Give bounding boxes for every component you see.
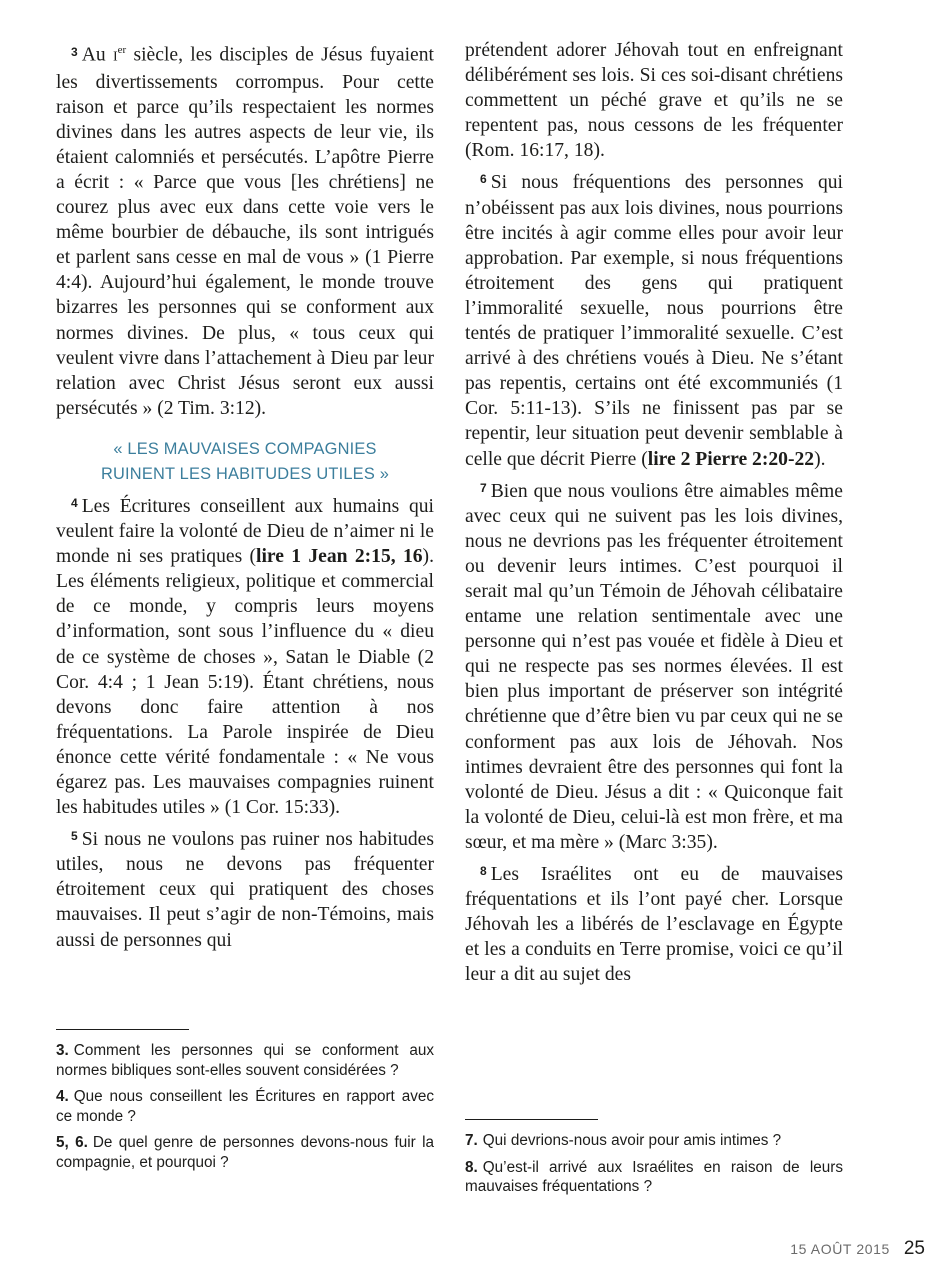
- paragraph-number: 8: [480, 864, 487, 878]
- paragraph-5-continued: [465, 38, 843, 163]
- question-text: Comment les personnes qui se conforment aux normes bibliques sont-elles souvent considérées ?: [56, 1042, 434, 1079]
- paragraph-6: [465, 167, 843, 471]
- paragraph-number: 4: [71, 495, 78, 510]
- left-column: [56, 38, 434, 957]
- paragraph-7: [465, 476, 843, 855]
- question-text: Qu’est-il arrivé aux Israélites en raison de leurs mauvaises fréquentations ?: [465, 1158, 843, 1195]
- study-question: [465, 1131, 843, 1151]
- question-text: Qui devrions-nous avoir pour amis intimes ?: [482, 1132, 782, 1149]
- paragraph-text: siècle, les disciples de Jésus fuyaient les divertissements corrompus. Pour cette raison et parce qu’ils respectaient les normes divines dans les autres aspects de leur vie, ils étaient calomniés et persécutés. L’apôtre Pierre a écrit : « Parce que vous [les chrétiens] ne courez plus avec eux dans cette voie vers le même bourbier de débauche, ils sont intrigués et parlent sans cesse en mal de vous » (1 Pierre 4:4). Aujourd’hui également, le monde trouve bizarres les personnes qui se conforment aux normes divines. De plus, « tous ceux qui veulent vivre dans l’attachement à Dieu par leur relation avec Christ Jésus seront eux aussi persécutés » (2 Tim. 3:12).: [56, 44, 434, 419]
- footnote-divider: [465, 1119, 598, 1120]
- question-number: 7.: [465, 1132, 478, 1149]
- paragraph-3: [56, 38, 434, 421]
- paragraph-text: Les Écritures conseillent aux humains qui veulent faire la volonté de Dieu de n’aimer ni le monde ni ses pratiques (: [56, 495, 434, 568]
- question-number: 4.: [56, 1088, 69, 1105]
- paragraph-8: [465, 859, 843, 987]
- study-question: [56, 1041, 434, 1080]
- paragraph-number: 6: [480, 172, 487, 187]
- paragraph-5: [56, 824, 434, 952]
- heading-line: RUINENT LES HABITUDES UTILES »: [100, 464, 390, 483]
- scripture-reference: lire 1 Jean 2:15, 16: [256, 546, 423, 568]
- study-question: [56, 1133, 434, 1172]
- right-column: [465, 38, 843, 991]
- study-question: [56, 1087, 434, 1126]
- paragraph-number: 5: [71, 829, 78, 844]
- superscript: er: [117, 44, 127, 56]
- page-number: 25: [903, 1238, 925, 1259]
- paragraph-text: ).: [814, 448, 826, 470]
- paragraph-4: [56, 491, 434, 820]
- question-number: 8.: [465, 1158, 478, 1176]
- scripture-reference: lire 2 Pierre 2:20-22: [647, 448, 815, 470]
- page-footer: [790, 1238, 925, 1260]
- heading-line: « LES MAUVAISES COMPAGNIES: [113, 439, 377, 458]
- question-number: 5, 6.: [56, 1134, 88, 1151]
- paragraph-number: 3: [71, 44, 78, 59]
- paragraph-text: Si nous ne voulons pas ruiner nos habitudes utiles, nous ne devons pas fréquenter étroitement ceux qui pratiquent des choses mauvaises. Il peut s’agir de non-Témoins, mais aussi de personnes qui: [56, 829, 434, 951]
- question-text: Que nous conseillent les Écritures en rapport avec ce monde ?: [56, 1088, 434, 1125]
- paragraph-text: Les Israélites ont eu de mauvaises fréquentations et ils l’ont payé cher. Lorsque Jéhovah les a libérés de l’esclavage en Égypte et les a conduits en Terre promise, voici ce qu’il leur a dit au sujet des: [465, 864, 843, 986]
- footnote-divider: [56, 1029, 189, 1030]
- section-heading: [56, 437, 434, 487]
- paragraph-text: Bien que nous voulions être aimables même avec ceux qui ne suivent pas les lois divines, nous ne devrions pas les fréquenter étroitement ou devenir leurs intimes. C’est pourquoi il serait mal qu’un Témoin de Jéhovah célibataire entame une relation sentimentale avec une personne qui n’est pas vouée et fidèle à Dieu et qui ne respecte pas ses normes élevées. Il est bien plus important de préserver son intégrité chrétienne que d’être bien vu par ceux qui ne se conforment pas aux lois de Jéhovah. Nos intimes devraient être des personnes qui font la volonté de Dieu. Jésus a dit : « Quiconque fait la volonté de Dieu, celui-là est mon frère, et ma sœur, et ma mère » (Marc 3:35).: [465, 480, 843, 853]
- paragraph-text: Si nous fréquentions des personnes qui n’obéissent pas aux lois divines, nous pourrions être incités à agir comme elles pour avoir leur approbation. Par exemple, si nous fréquentions étroitement des gens qui pratiquent l’immoralité sexuelle, nous pourrions être tentés de pratiquer l’immoralité sexuelle. C’est arrivé à des chrétiens voués à Dieu. Ne s’étant pas repentis, certains ont été excommuniés (1 Cor. 5:11-13). S’ils ne finissent pas par se repentir, leur situation peut devenir semblable à celle que décrit Pierre (: [465, 172, 843, 470]
- question-text: De quel genre de personnes devons-nous fuir la compagnie, et pourquoi ?: [56, 1134, 435, 1171]
- study-questions-left: [56, 1041, 434, 1179]
- roman-numeral: I: [112, 49, 118, 65]
- paragraph-number: 7: [480, 480, 487, 495]
- paragraph-text: Au: [81, 44, 113, 66]
- study-questions-right: [465, 1131, 843, 1204]
- study-question: [465, 1158, 843, 1197]
- question-number: 3.: [56, 1042, 69, 1059]
- paragraph-text: ). Les éléments religieux, politique et commercial de ce monde, y compris leurs moyens d’information, sont sous l’influence du « dieu de ce système de choses », Satan le Diable (2 Cor. 4:4 ; 1 Jean 5:19). Étant chrétiens, nous devons donc faire attention à nos fréquentations. La Parole inspirée de Dieu énonce cette vérité fondamentale : « Ne vous égarez pas. Les mauvaises compagnies ruinent les habitudes utiles » (1 Cor. 15:33).: [56, 546, 434, 819]
- issue-date: 15 AOÛT 2015: [790, 1241, 890, 1257]
- paragraph-text: prétendent adorer Jéhovah tout en enfreignant délibérément ses lois. Si ces soi-disant chrétiens commettent un péché grave et qu’ils ne se repentent pas, nous cessons de les fréquenter (Rom. 16:17, 18).: [465, 40, 843, 162]
